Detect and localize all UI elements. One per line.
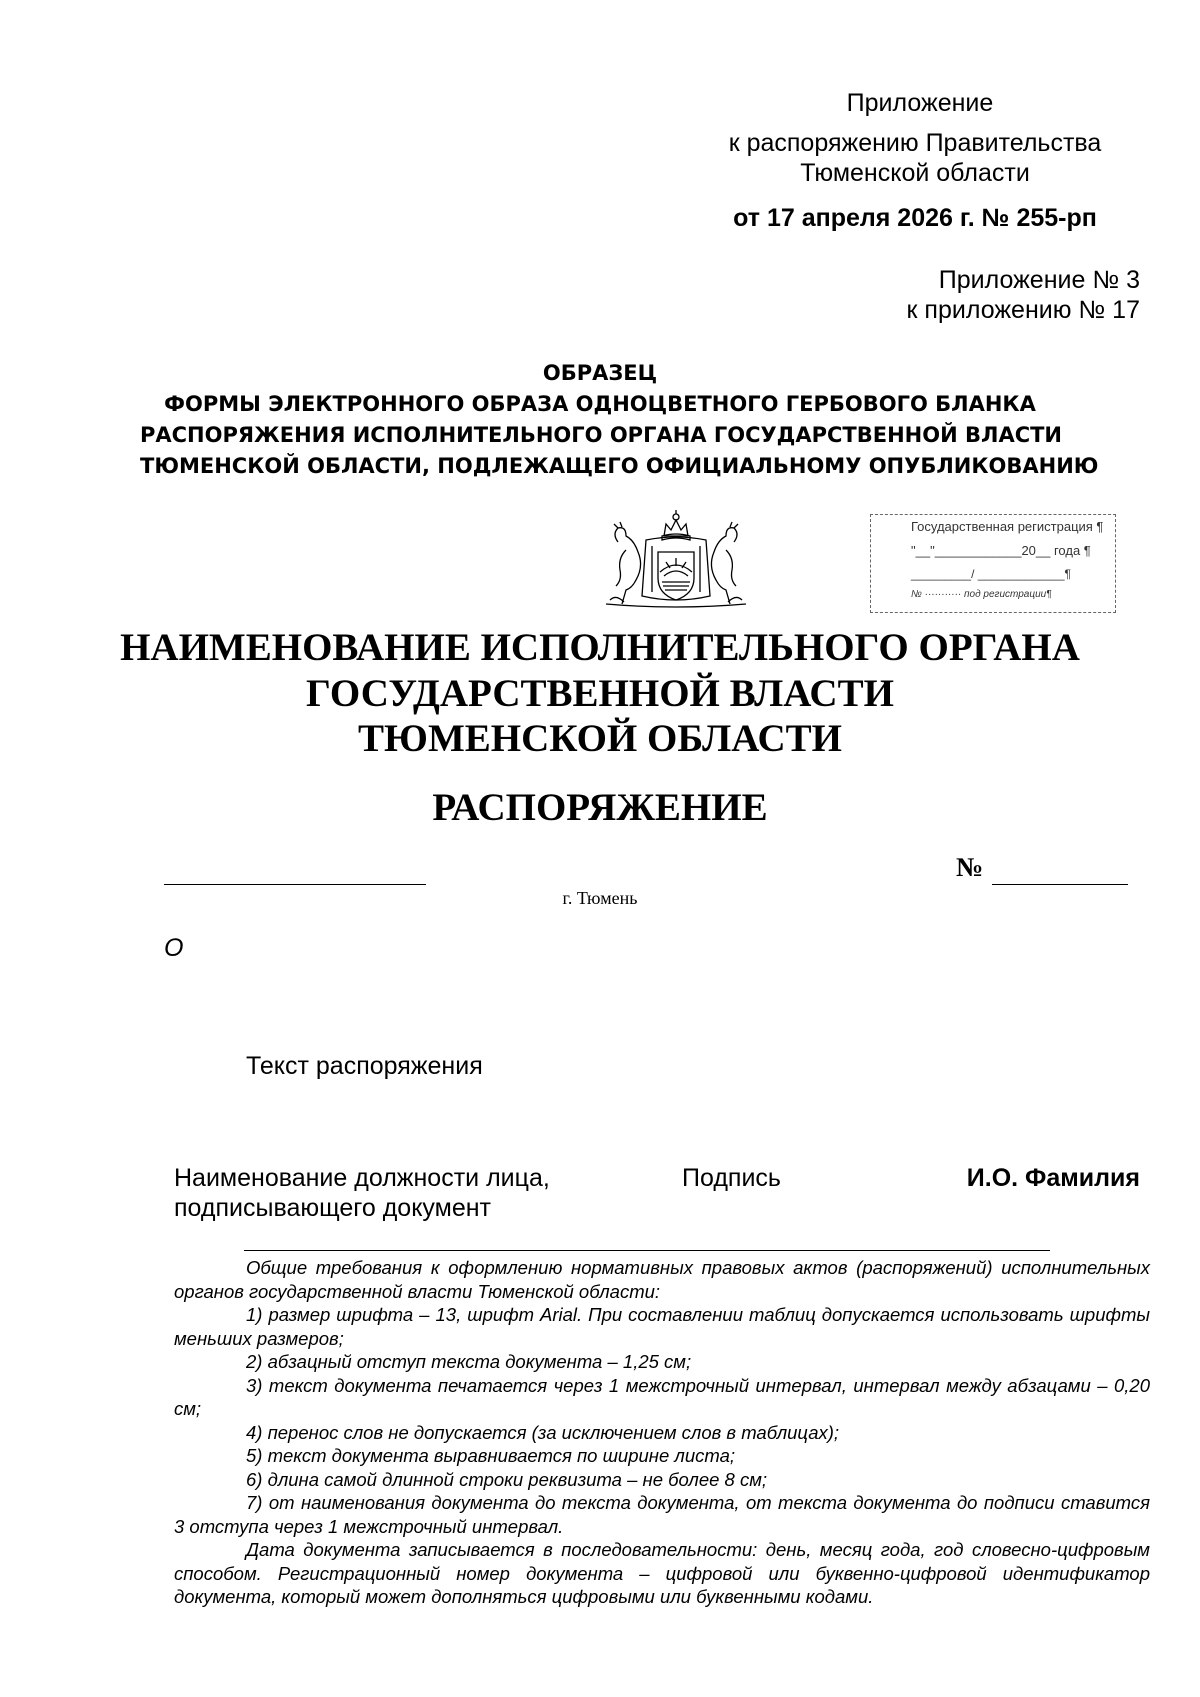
signer-name: И.О. Фамилия: [966, 1164, 1140, 1192]
number-underline: [992, 884, 1128, 885]
note-item: 1) размер шрифта – 13, шрифт Arial. При составлении таблиц допускается использовать шрифты меньших размеров;: [174, 1304, 1150, 1349]
sub-appendix-title: Приложение № 3: [938, 266, 1140, 294]
notes-date-paragraph: Дата документа записывается в последовательности: день, месяц года, год словесно-цифровым способом. Регистрационный номер документа – цифровой или буквенно-цифровой идентификатор документа, который может дополняться цифровыми или буквенными кодами.: [174, 1539, 1150, 1607]
document-type-title: РАСПОРЯЖЕНИЕ: [432, 786, 768, 829]
organ-name-line-3: ТЮМЕНСКОЙ ОБЛАСТИ: [358, 717, 842, 760]
body-text: Текст распоряжения: [246, 1052, 483, 1080]
appendix-line1: к распоряжению Правительства: [728, 129, 1102, 157]
sample-title-line-4: ТЮМЕНСКОЙ ОБЛАСТИ, ПОДЛЕЖАЩЕГО ОФИЦИАЛЬНОМУ ОПУБЛИКОВАНИЮ: [140, 454, 1099, 478]
number-sign: №: [956, 852, 984, 882]
subject-heading: О: [164, 934, 184, 962]
sub-appendix-ref: к приложению № 17: [906, 296, 1140, 324]
note-item: 2) абзацный отступ текста документа – 1,25 см;: [246, 1351, 692, 1372]
sample-title-line-3: РАСПОРЯЖЕНИЯ ИСПОЛНИТЕЛЬНОГО ОРГАНА ГОСУДАРСТВЕННОЙ ВЛАСТИ: [140, 423, 1063, 447]
registration-title: Государственная регистрация ¶: [911, 519, 1104, 534]
city-label: г. Тюмень: [562, 888, 638, 908]
notes-intro: Общие требования к оформлению нормативных правовых актов (распоряжений) исполнительных органов государственной власти Тюменской области:: [174, 1257, 1150, 1302]
note-item: 5) текст документа выравнивается по ширине листа;: [246, 1445, 736, 1466]
appendix-line2: Тюменской области: [800, 159, 1030, 187]
signer-position-line-2: подписывающего документ: [174, 1194, 491, 1222]
signature-label: Подпись: [682, 1164, 781, 1192]
sample-title-line-2: ФОРМЫ ЭЛЕКТРОННОГО ОБРАЗА ОДНОЦВЕТНОГО ГЕРБОВОГО БЛАНКА: [164, 392, 1036, 416]
requirements-notes: [174, 1256, 1150, 1609]
organ-name-line-1: НАИМЕНОВАНИЕ ИСПОЛНИТЕЛЬНОГО ОРГАНА: [120, 626, 1080, 669]
registration-sign-line: _________/ _____________¶: [911, 567, 1071, 581]
coat-of-arms-emblem: [596, 506, 756, 610]
note-item: 3) текст документа печатается через 1 межстрочный интервал, интервал между абзацами – 0,20 см;: [174, 1374, 1150, 1419]
sample-title-line-1: ОБРАЗЕЦ: [542, 361, 658, 385]
registration-stamp: [870, 514, 1116, 613]
appendix-title: Приложение: [846, 89, 994, 117]
note-item: 6) длина самой длинной строки реквизита – не более 8 см;: [246, 1468, 768, 1490]
registration-date-line: "__"____________20__ года ¶: [911, 543, 1091, 558]
date-underline: [164, 884, 426, 885]
signer-position-line-1: Наименование должности лица,: [174, 1164, 550, 1192]
note-item: 7) от наименования документа до текста документа, от текста документа до подписи ставится 3 отступа через 1 межстрочный интервал.: [174, 1492, 1150, 1537]
organ-name-line-2: ГОСУДАРСТВЕННОЙ ВЛАСТИ: [306, 672, 894, 715]
registration-number-line: № ··········· под регистрации¶: [911, 589, 1052, 600]
note-item: 4) перенос слов не допускается (за исключением слов в таблицах);: [246, 1421, 840, 1443]
appendix-date-line: от 17 апреля 2026 г. № 255-рп: [733, 204, 1097, 232]
footnote-separator: [244, 1250, 1050, 1251]
